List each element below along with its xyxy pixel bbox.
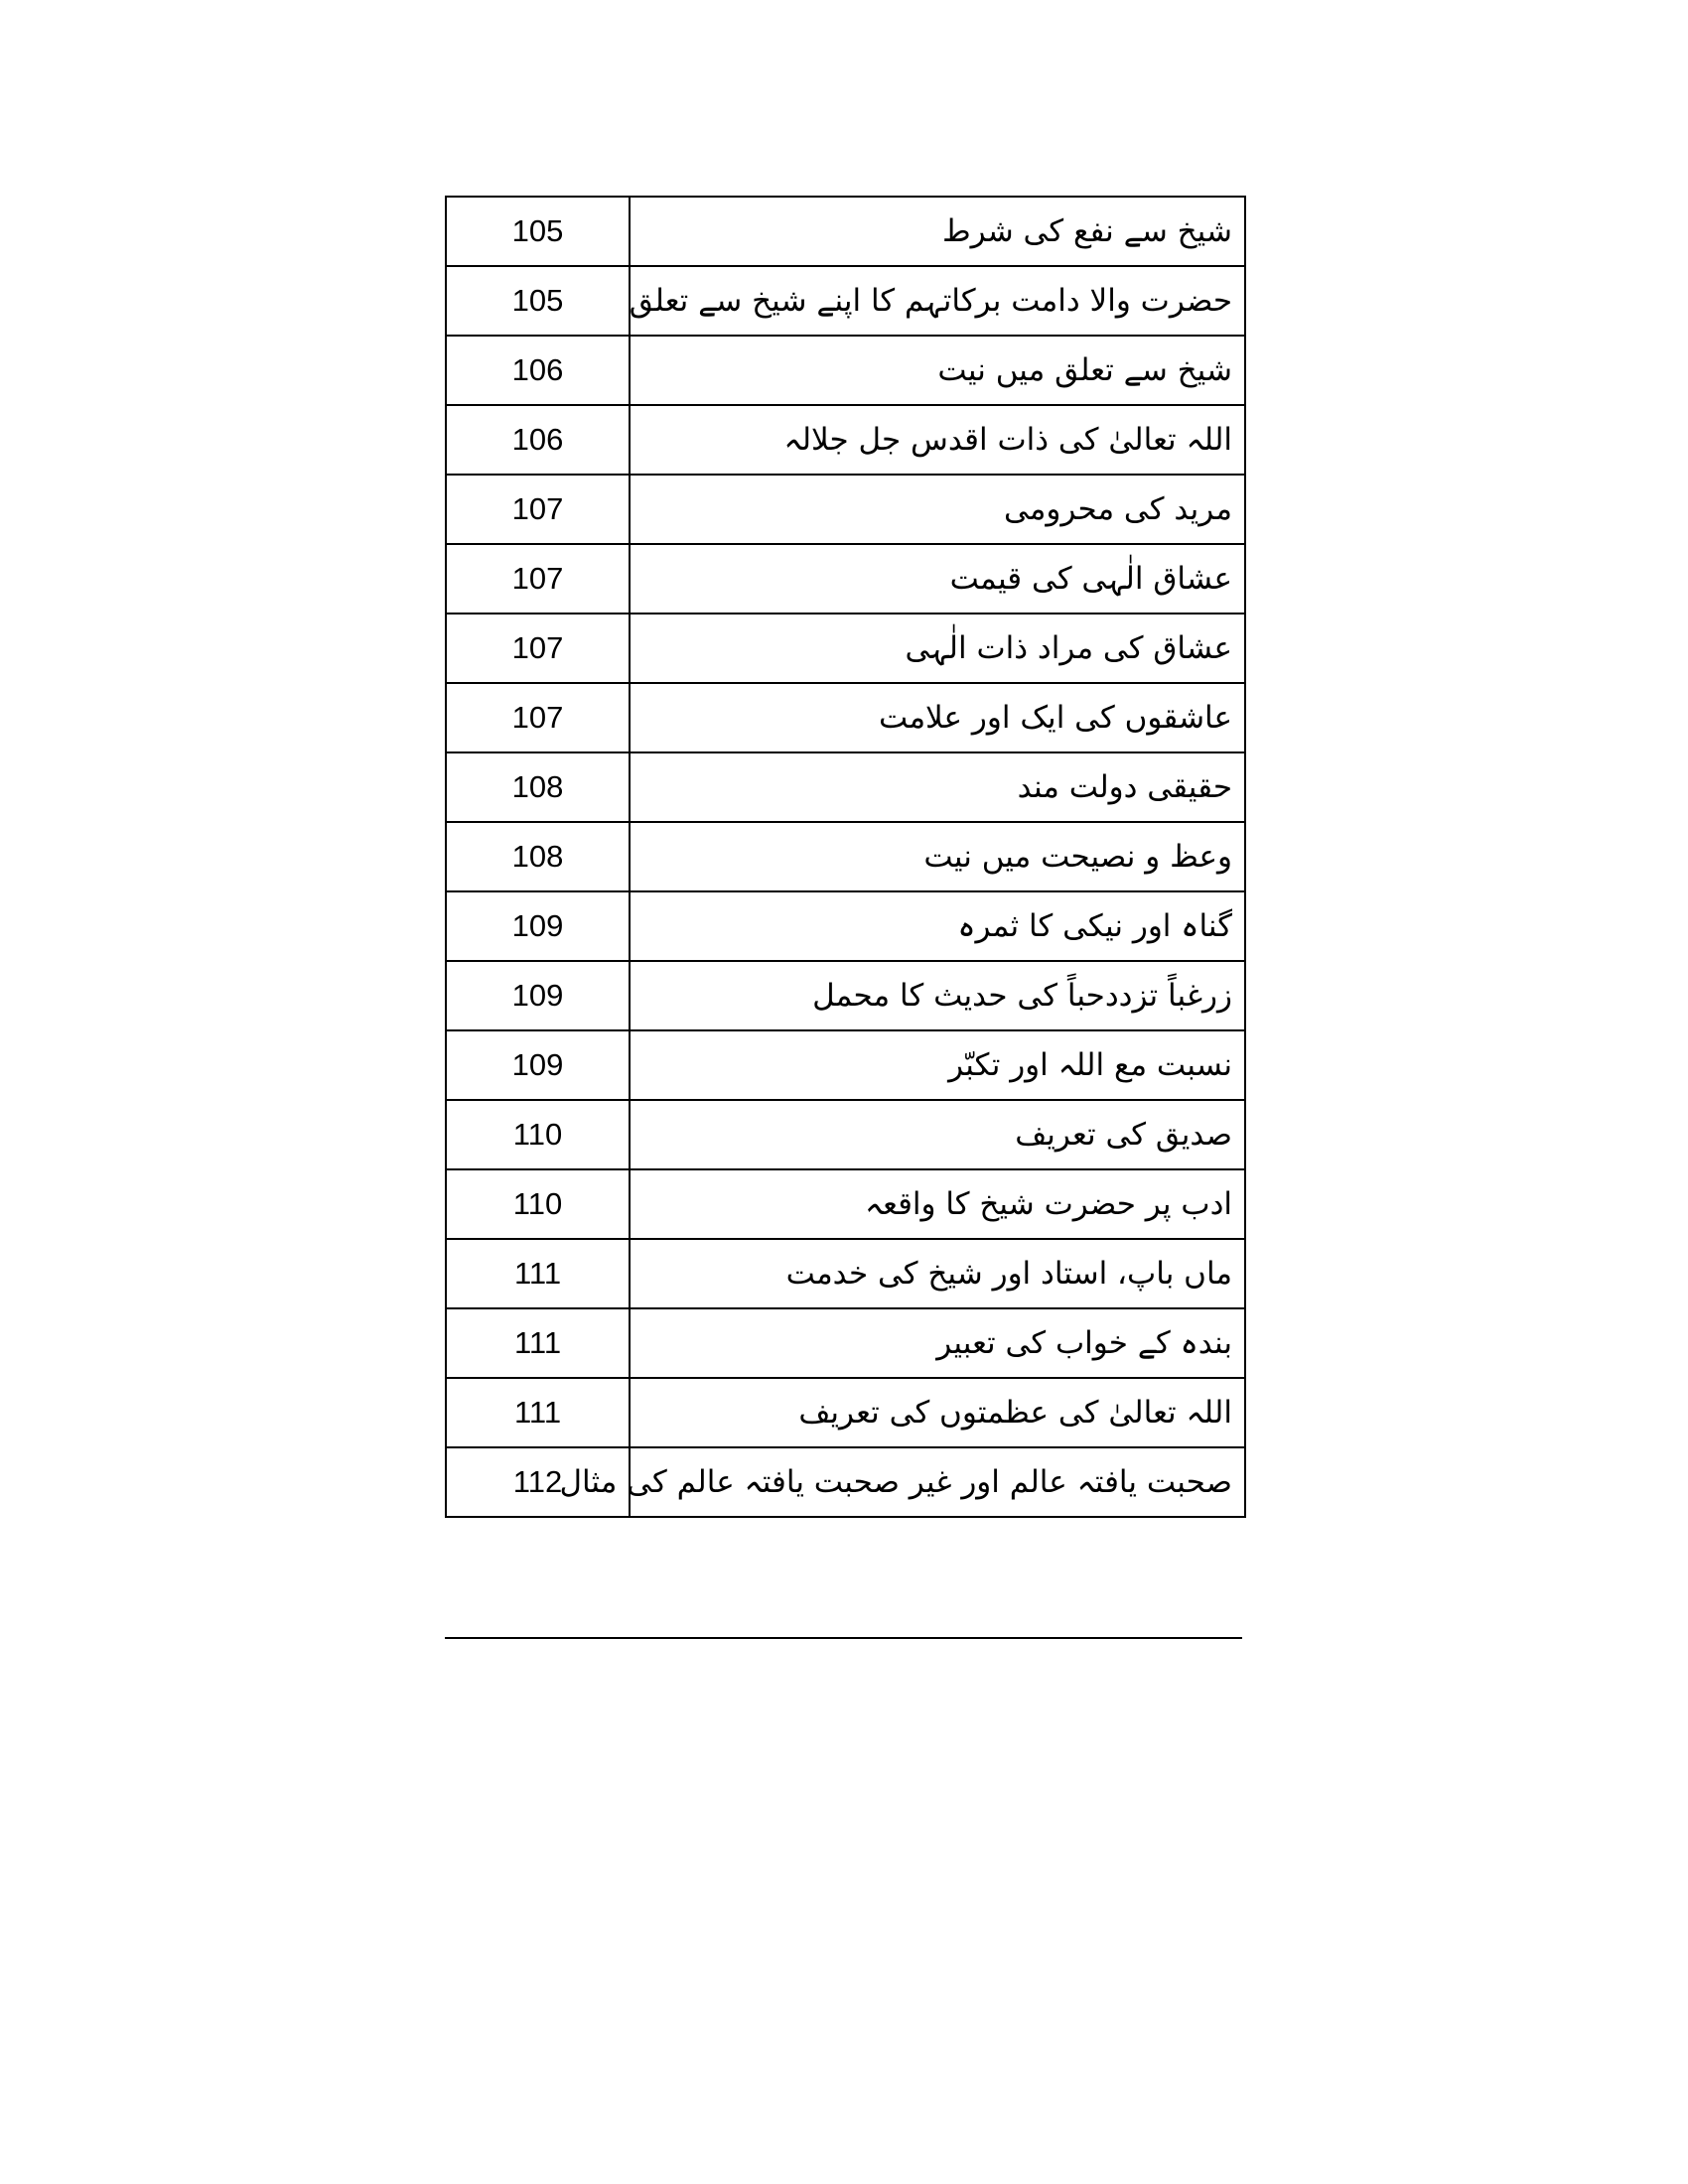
entry-title: نسبت مع اللہ اور تکبّر [630, 1030, 1245, 1100]
entry-title: عاشقوں کی ایک اور علامت [630, 683, 1245, 752]
table-row [446, 614, 1245, 683]
entry-title: شیخ سے نفع کی شرط [630, 197, 1245, 266]
entry-title: گناہ اور نیکی کا ثمرہ [630, 891, 1245, 961]
table-row [446, 1308, 1245, 1378]
page-number: 112 [446, 1447, 630, 1517]
page-number: 107 [446, 544, 630, 614]
entry-title: ماں باپ، استاد اور شیخ کی خدمت [630, 1239, 1245, 1308]
entry-title: حقیقی دولت مند [630, 752, 1245, 822]
entry-title: حضرت والا دامت برکاتہم کا اپنے شیخ سے تعلق [630, 266, 1245, 336]
table-row [446, 752, 1245, 822]
table-row [446, 822, 1245, 891]
page-number: 111 [446, 1239, 630, 1308]
entry-title: اللہ تعالیٰ کی ذات اقدس جل جلالہ [630, 405, 1245, 475]
table-row [446, 1030, 1245, 1100]
page-number: 106 [446, 405, 630, 475]
page-number: 110 [446, 1169, 630, 1239]
table-row [446, 405, 1245, 475]
page-number: 108 [446, 822, 630, 891]
table-row [446, 336, 1245, 405]
table-row [446, 1447, 1245, 1517]
table-row [446, 266, 1245, 336]
page-number: 109 [446, 961, 630, 1030]
page-number: 108 [446, 752, 630, 822]
table-row [446, 475, 1245, 544]
table-row [446, 961, 1245, 1030]
entry-title: عشاق الٰہی کی قیمت [630, 544, 1245, 614]
table-row [446, 1100, 1245, 1169]
entry-title: عشاق کی مراد ذات الٰہی [630, 614, 1245, 683]
table-row [446, 1378, 1245, 1447]
page-number: 110 [446, 1100, 630, 1169]
page-number: 107 [446, 475, 630, 544]
page-number: 105 [446, 266, 630, 336]
toc-table [445, 196, 1246, 1518]
entry-title: صحبت یافتہ عالم اور غیر صحبت یافتہ عالم کی مثال [630, 1447, 1245, 1517]
table-row [446, 197, 1245, 266]
table-row [446, 1169, 1245, 1239]
entry-title: صدیق کی تعریف [630, 1100, 1245, 1169]
table-row [446, 544, 1245, 614]
entry-title: زرغباً تزددحباً کی حدیث کا محمل [630, 961, 1245, 1030]
entry-title: ادب پر حضرت شیخ کا واقعہ [630, 1169, 1245, 1239]
toc-body [446, 197, 1245, 1517]
entry-title: اللہ تعالیٰ کی عظمتوں کی تعریف [630, 1378, 1245, 1447]
table-row [446, 683, 1245, 752]
table-row [446, 1239, 1245, 1308]
entry-title: مرید کی محرومی [630, 475, 1245, 544]
page-number: 109 [446, 1030, 630, 1100]
entry-title: بندہ کے خواب کی تعبیر [630, 1308, 1245, 1378]
page-number: 109 [446, 891, 630, 961]
page-number: 106 [446, 336, 630, 405]
page-number: 111 [446, 1378, 630, 1447]
page-number: 111 [446, 1308, 630, 1378]
page-number: 105 [446, 197, 630, 266]
page-number: 107 [446, 683, 630, 752]
entry-title: وعظ و نصیحت میں نیت [630, 822, 1245, 891]
entry-title: شیخ سے تعلق میں نیت [630, 336, 1245, 405]
footer-divider [445, 1637, 1242, 1639]
page-number: 107 [446, 614, 630, 683]
table-row [446, 891, 1245, 961]
